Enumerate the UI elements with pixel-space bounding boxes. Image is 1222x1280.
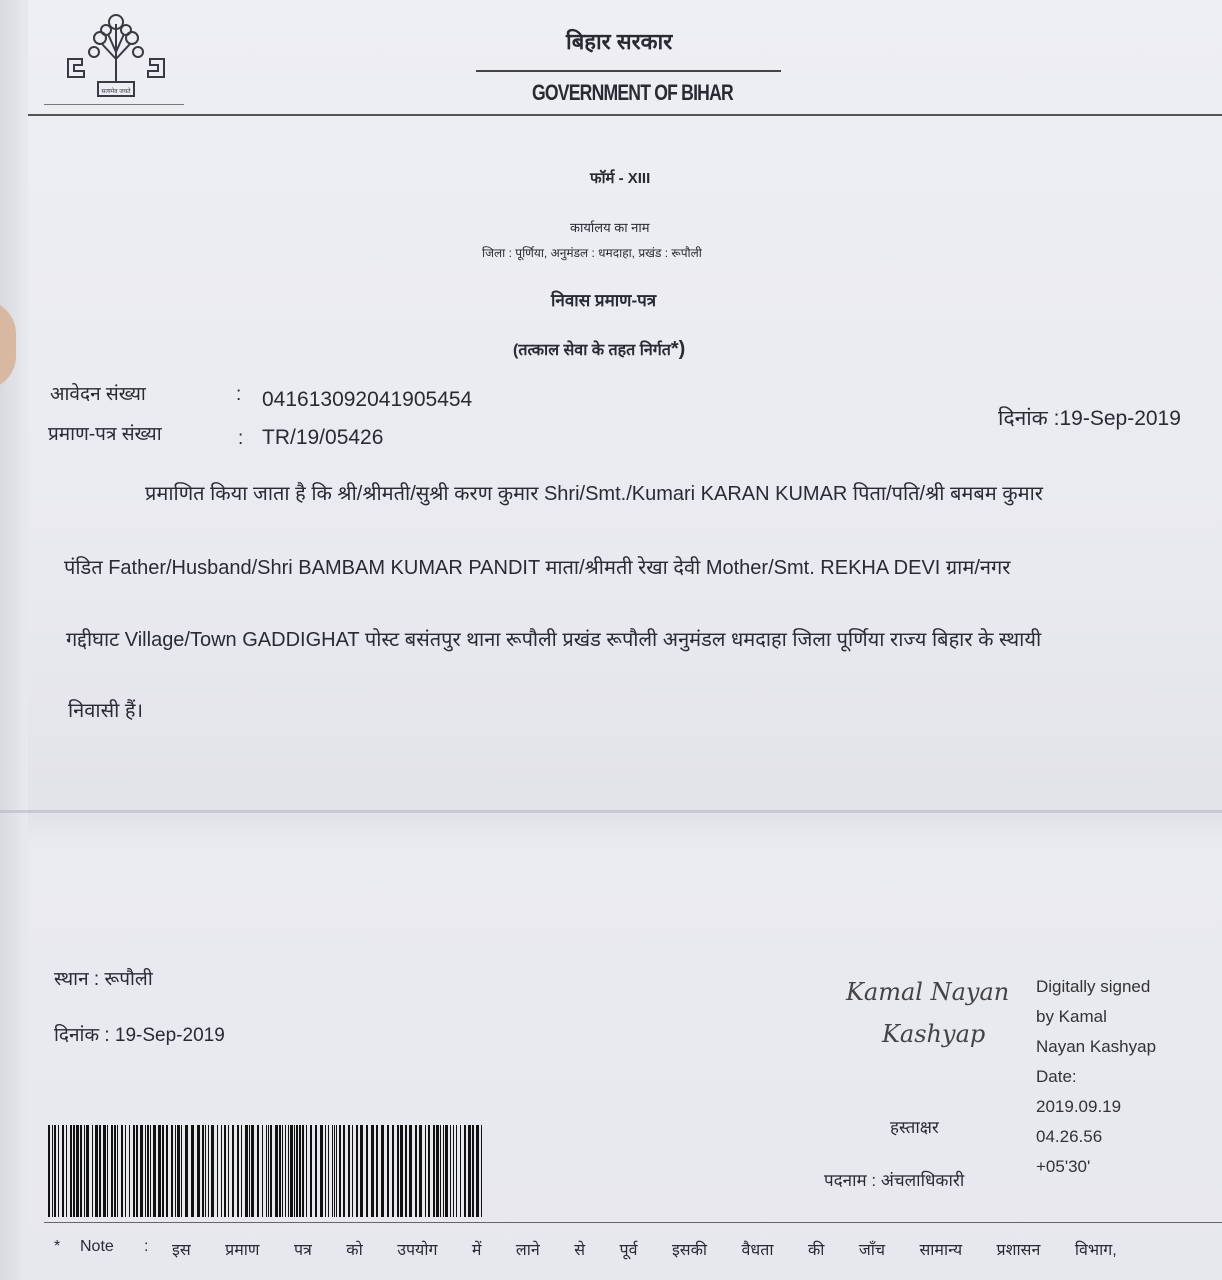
barcode-bar — [387, 1125, 389, 1217]
barcode-bar — [147, 1125, 149, 1217]
barcode-bar — [86, 1125, 89, 1217]
paper-edge — [0, 0, 28, 1280]
barcode-bar — [282, 1125, 283, 1217]
barcode-bar — [166, 1125, 168, 1217]
digital-sign-line: 04.26.56 — [1036, 1127, 1103, 1146]
barcode-bar — [158, 1125, 161, 1217]
barcode-bar — [356, 1125, 358, 1217]
barcode-bar — [205, 1125, 206, 1217]
barcode-bar — [221, 1125, 222, 1217]
certificate-body-line-3: गद्दीघाट Village/Town GADDIGHAT पोस्ट बसंतपुर थाना रूपौली प्रखंड रूपौली अनुमंडल धमदाहा जिला पूर्णिया राज्य बिहार के स्थायी — [66, 629, 1042, 651]
barcode-bar — [285, 1125, 286, 1217]
certificate-number-colon: : — [238, 428, 244, 449]
barcode-bar — [177, 1125, 180, 1217]
barcode-bar — [443, 1125, 444, 1217]
barcode-bar — [171, 1125, 173, 1217]
digital-sign-line: by Kamal — [1036, 1007, 1107, 1026]
barcode-bar — [136, 1125, 138, 1217]
application-number: 041613092041905454 — [262, 388, 473, 411]
barcode-bar — [228, 1125, 229, 1217]
barcode-bar — [348, 1125, 350, 1217]
barcode-bar — [202, 1125, 204, 1217]
barcode-bar — [302, 1125, 304, 1217]
barcode-bar — [405, 1125, 407, 1217]
barcode-bar — [409, 1125, 412, 1217]
barcode-bar — [279, 1125, 281, 1217]
barcode-bar — [103, 1125, 106, 1217]
note-divider — [44, 1222, 1222, 1223]
barcode-bar — [111, 1125, 113, 1217]
barcode-bar — [315, 1125, 317, 1217]
barcode-bar — [433, 1125, 435, 1217]
barcode-bar — [464, 1125, 466, 1217]
barcode-bar — [107, 1125, 108, 1217]
barcode-bar — [296, 1125, 298, 1217]
barcode-bar — [472, 1125, 474, 1217]
barcode-bar — [197, 1125, 200, 1217]
footer-date: दिनांक : 19-Sep-2019 — [54, 1025, 225, 1046]
digital-sign-line: Nayan Kashyap — [1036, 1037, 1157, 1056]
designation: पदनाम : अंचलाधिकारी — [824, 1171, 965, 1190]
certificate-title: निवास प्रमाण-पत्र — [551, 291, 657, 310]
digital-sign-line: +05'30' — [1036, 1157, 1091, 1176]
barcode-bar — [217, 1125, 218, 1217]
barcode-bar — [175, 1125, 176, 1217]
digital-sign-line: Date: — [1036, 1067, 1077, 1086]
barcode-bar — [241, 1125, 242, 1217]
barcode-bar — [352, 1125, 353, 1217]
certificate-number-label: प्रमाण-पत्र संख्या — [48, 424, 162, 445]
tatkal-note — [513, 338, 685, 361]
barcode-bar — [436, 1125, 439, 1217]
digital-signature-block — [1036, 972, 1156, 1182]
application-number-label: आवेदन संख्या — [50, 384, 146, 405]
barcode-bar — [54, 1125, 56, 1217]
barcode-bar — [84, 1125, 85, 1217]
barcode-bar — [290, 1125, 293, 1217]
barcode-bar — [381, 1125, 384, 1217]
barcode-bar — [150, 1125, 151, 1217]
barcode-bar — [392, 1125, 394, 1217]
barcode-bar — [185, 1125, 188, 1217]
barcode-bar — [415, 1125, 417, 1217]
barcode-bar — [70, 1125, 72, 1217]
bihar-emblem-logo — [58, 4, 174, 104]
barcode-bar — [445, 1125, 448, 1217]
barcode-bar — [343, 1125, 345, 1217]
tatkal-text: (तत्काल सेवा के तहत निर्गत — [513, 342, 671, 359]
note-bullet: * — [54, 1238, 61, 1255]
barcode-bar — [133, 1125, 135, 1217]
digital-sign-line: 2019.09.19 — [1036, 1097, 1122, 1116]
barcode-bar — [299, 1125, 301, 1217]
barcode-bar — [325, 1125, 326, 1217]
barcode-bar — [310, 1125, 312, 1217]
barcode-bar — [360, 1125, 363, 1217]
barcode-bar — [294, 1125, 295, 1217]
barcode-bar — [80, 1125, 82, 1217]
barcode-bar — [249, 1125, 250, 1217]
office-name: जिला : पूर्णिया, अनुमंडल : धमदाहा, प्रखंड : रूपौली — [482, 246, 702, 260]
barcode-bar — [366, 1125, 368, 1217]
barcode-bar — [306, 1125, 307, 1217]
barcode-bar — [450, 1125, 451, 1217]
certificate-body-line-1: प्रमाणित किया जाता है कि श्री/श्रीमती/सुश्री करण कुमार Shri/Smt./Kumari KARAN KUMAR पिता/पति/श्री बमबम कुमार — [145, 483, 1043, 505]
barcode-bar — [476, 1125, 479, 1217]
barcode-bar — [99, 1125, 101, 1217]
barcode-bar — [425, 1125, 426, 1217]
barcode-bar — [453, 1125, 454, 1217]
emblem-text: सत्यमेव जयते — [101, 89, 131, 95]
barcode-bar — [76, 1125, 79, 1217]
logo-underline — [44, 104, 184, 105]
certificate-body-line-2: पंडित Father/Husband/Shri BAMBAM KUMAR PANDIT माता/श्रीमती रेखा देवी Mother/Smt. REKHA DEVI ग्राम/नगर — [64, 557, 1011, 579]
barcode-bar — [320, 1125, 323, 1217]
barcode-bar — [468, 1125, 471, 1217]
issue-date-top: दिनांक :19-Sep-2019 — [998, 407, 1181, 430]
header-divider — [476, 70, 781, 72]
barcode-bar — [397, 1125, 399, 1217]
barcode-bar — [371, 1125, 374, 1217]
barcode-bar — [58, 1125, 59, 1217]
form-number: फॉर्म - XIII — [590, 170, 651, 187]
barcode-bar — [339, 1125, 341, 1217]
barcode-bar — [92, 1125, 93, 1217]
barcode-bar — [140, 1125, 143, 1217]
certificate-body-line-4: निवासी हैं। — [68, 700, 144, 722]
barcode-bar — [245, 1125, 248, 1217]
barcode-bar — [129, 1125, 130, 1217]
barcode-bar — [224, 1125, 226, 1217]
barcode-bar — [456, 1125, 457, 1217]
barcode-bar — [400, 1125, 403, 1217]
signature-name-line-2: Kashyap — [882, 1020, 986, 1048]
barcode-bar — [52, 1125, 53, 1217]
barcode-bar — [251, 1125, 254, 1217]
barcode-bar — [153, 1125, 156, 1217]
barcode-bar — [332, 1125, 333, 1217]
barcode-bar — [237, 1125, 239, 1217]
barcode-bar — [328, 1125, 329, 1217]
barcode-bar — [266, 1125, 267, 1217]
application-number-colon: : — [236, 384, 242, 405]
office-label: कार्यालय का नाम — [570, 220, 650, 235]
fold-line — [0, 810, 1222, 813]
note-text: इस प्रमाण पत्र को उपयोग में लाने से पूर्व इसकी वैधता की जाँच सामान्य प्रशासन विभाग, — [172, 1242, 1117, 1259]
barcode-bar — [73, 1125, 75, 1217]
place: स्थान : रूपौली — [54, 969, 153, 990]
barcode-bar — [95, 1125, 98, 1217]
barcode-bar — [481, 1125, 482, 1217]
barcode-bar — [211, 1125, 214, 1217]
barcode-bar — [288, 1125, 289, 1217]
barcode-bar — [262, 1125, 263, 1217]
barcode-bar — [440, 1125, 441, 1217]
barcode-bar — [125, 1125, 126, 1217]
barcode-bar — [48, 1125, 50, 1217]
barcode-bar — [117, 1125, 118, 1217]
barcode-bar — [62, 1125, 64, 1217]
header-gov-hindi: बिहार सरकार — [566, 29, 673, 54]
barcode-bar — [191, 1125, 194, 1217]
barcode-bar — [270, 1125, 272, 1217]
tatkal-star: *) — [670, 338, 686, 360]
barcode-bar — [428, 1125, 430, 1217]
barcode-bar — [145, 1125, 146, 1217]
barcode-bar — [232, 1125, 234, 1217]
barcode-bar — [257, 1125, 259, 1217]
barcode-bar — [66, 1125, 67, 1217]
digital-sign-line: Digitally signed — [1036, 977, 1151, 996]
barcode-bar — [268, 1125, 269, 1217]
barcode-bar — [334, 1125, 335, 1217]
barcode-bar — [376, 1125, 378, 1217]
signature-label: हस्ताक्षर — [890, 1118, 939, 1137]
header-border — [28, 114, 1222, 116]
barcode-bar — [275, 1125, 278, 1217]
barcode-bar — [121, 1125, 123, 1217]
barcode-bar — [419, 1125, 422, 1217]
note-label: Note — [80, 1238, 114, 1255]
note-colon: : — [144, 1238, 149, 1255]
certificate-number: TR/19/05426 — [262, 426, 384, 449]
barcode-bar — [181, 1125, 182, 1217]
barcode-bar — [460, 1125, 461, 1217]
signature-name-line-1: Kamal Nayan — [846, 978, 1010, 1006]
header-gov-english: GOVERNMENT OF BIHAR — [532, 80, 733, 105]
barcode-bar — [162, 1125, 164, 1217]
barcode-bar — [114, 1125, 116, 1217]
barcode-bar — [336, 1125, 337, 1217]
barcode-bar — [208, 1125, 209, 1217]
barcode — [48, 1125, 484, 1217]
